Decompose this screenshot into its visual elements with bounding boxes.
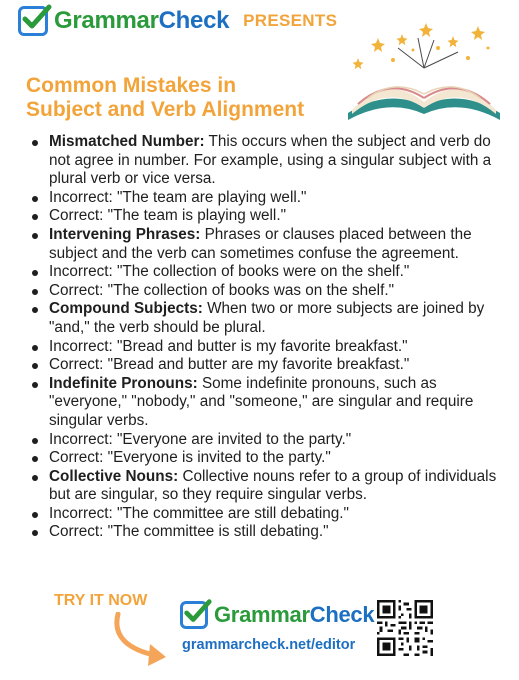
list-item: Incorrect: "The collection of books were on the shelf." [29,263,499,282]
list-item: Incorrect: "Bread and butter is my favorite breakfast." [29,338,499,357]
list-item: Incorrect: "The team are playing well." [29,189,499,208]
title-line-2: Subject and Verb Alignment [26,98,305,121]
list-item: Indefinite Pronouns: Some indefinite pronouns, such as "everyone," "nobody," and "someone," are singular and require singular verbs. [29,375,499,431]
list-item: Mismatched Number: This occurs when the subject and verb do not agree in number. For example, using a singular subject with a plural verb or vice versa. [29,133,499,189]
checkmark-logo-icon [180,601,208,629]
page-title [26,74,346,122]
title-line-1: Common Mistakes in [26,74,237,97]
list-item: Compound Subjects: When two or more subjects are joined by "and," the verb should be plural. [29,300,499,337]
list-item: Collective Nouns: Collective nouns refer to a group of individuals but are singular, so they require singular verbs. [29,468,499,505]
list-item: Correct: "Everyone is invited to the party." [29,449,499,468]
editor-url-link[interactable]: grammarcheck.net/editor [182,637,356,653]
brand-name: GrammarCheck [54,7,230,34]
list-item: Incorrect: "Everyone are invited to the party." [29,431,499,450]
qr-code-icon [377,600,433,656]
list-item: Correct: "The collection of books was on the shelf." [29,282,499,301]
list-item: Intervening Phrases: Phrases or clauses placed between the subject and the verb can sometimes confuse the agreement. [29,226,499,263]
list-item: Correct: "Bread and butter are my favorite breakfast." [29,356,499,375]
mistakes-list [29,133,499,542]
footer-brand-name: GrammarCheck [214,602,375,627]
open-book-icon [338,18,508,132]
footer-logo[interactable] [180,601,374,629]
header-logo [18,6,337,36]
try-it-now-label: TRY IT NOW [54,592,148,609]
list-item: Correct: "The team is playing well." [29,207,499,226]
list-item: Incorrect: "The committee are still debating." [29,505,499,524]
checkmark-logo-icon [18,6,48,36]
curved-arrow-icon [108,612,172,672]
presents-label: PRESENTS [243,11,338,30]
list-item: Correct: "The committee is still debating." [29,523,499,542]
